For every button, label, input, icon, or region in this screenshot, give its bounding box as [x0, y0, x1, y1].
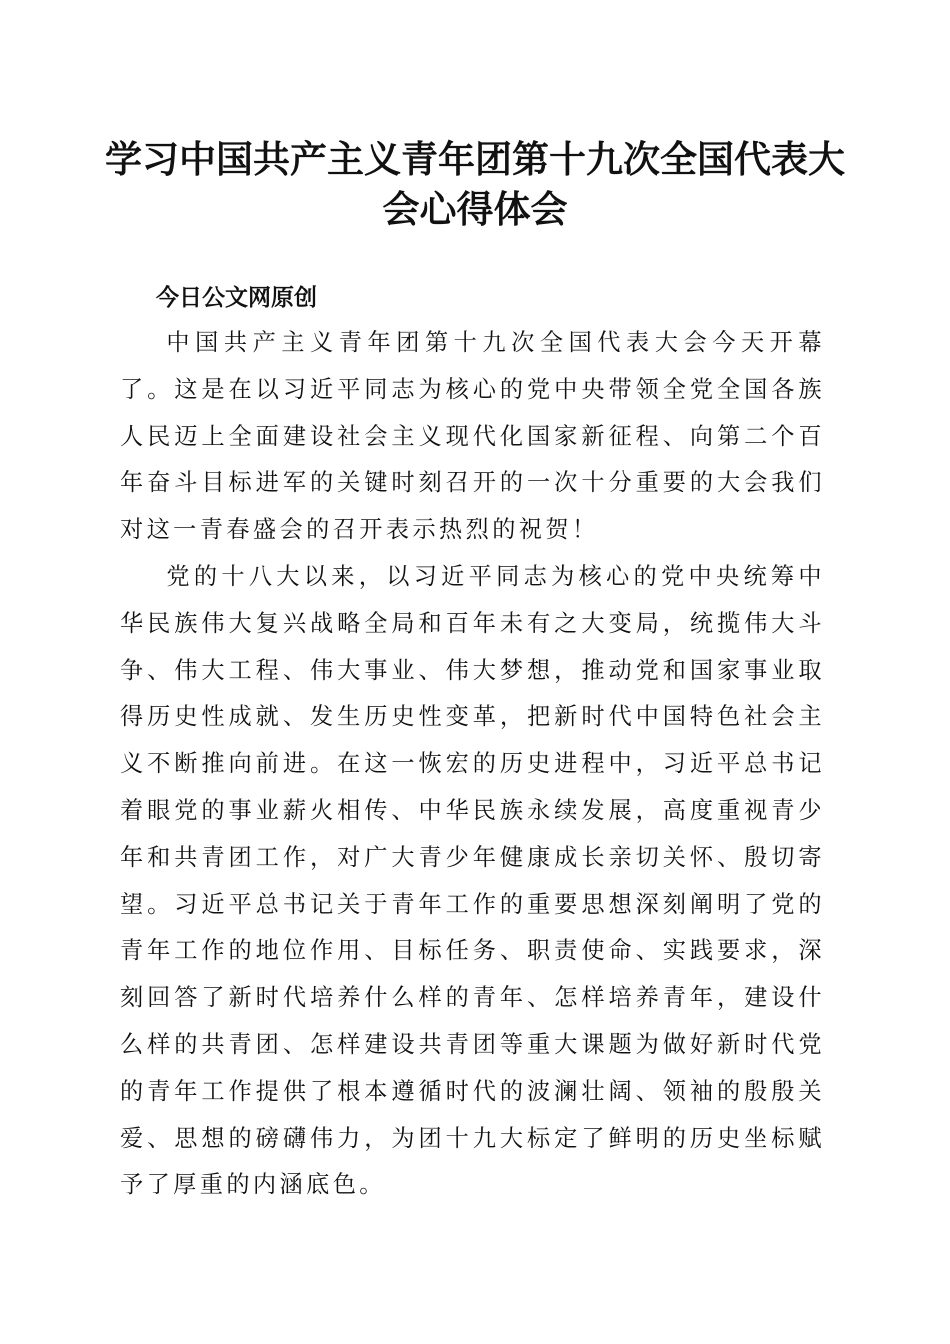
document-body: [120, 320, 825, 1209]
paragraph: 中国共产主义青年团第十九次全国代表大会今天开幕了。这是在以习近平同志为核心的党中央带领全党全国各族人民迈上全面建设社会主义现代化国家新征程、向第二个百年奋斗目标进军的关键时刻召开的一次十分重要的大会我们对这一青春盛会的召开表示热烈的祝贺！: [120, 329, 825, 544]
document-title: 学习中国共产主义青年团第十九次全国代表大会心得体会: [105, 137, 845, 231]
document-source: 今日公文网原创: [156, 285, 317, 311]
paragraph: 党的十八大以来，以习近平同志为核心的党中央统筹中华民族伟大复兴战略全局和百年未有之大变局，统揽伟大斗争、伟大工程、伟大事业、伟大梦想，推动党和国家事业取得历史性成就、发生历史性变革，把新时代中国特色社会主义不断推向前进。在这一恢宏的历史进程中，习近平总书记着眼党的事业薪火相传、中华民族永续发展，高度重视青少年和共青团工作，对广大青少年健康成长亲切关怀、殷切寄望。习近平总书记关于青年工作的重要思想深刻阐明了党的青年工作的地位作用、目标任务、职责使命、实践要求，深刻回答了新时代培养什么样的青年、怎样培养青年，建设什么样的共青团、怎样建设共青团等重大课题为做好新时代党的青年工作提供了根本遵循时代的波澜壮阔、领袖的殷殷关爱、思想的磅礴伟力，为团十九大标定了鲜明的历史坐标赋予了厚重的内涵底色。: [120, 562, 825, 1199]
